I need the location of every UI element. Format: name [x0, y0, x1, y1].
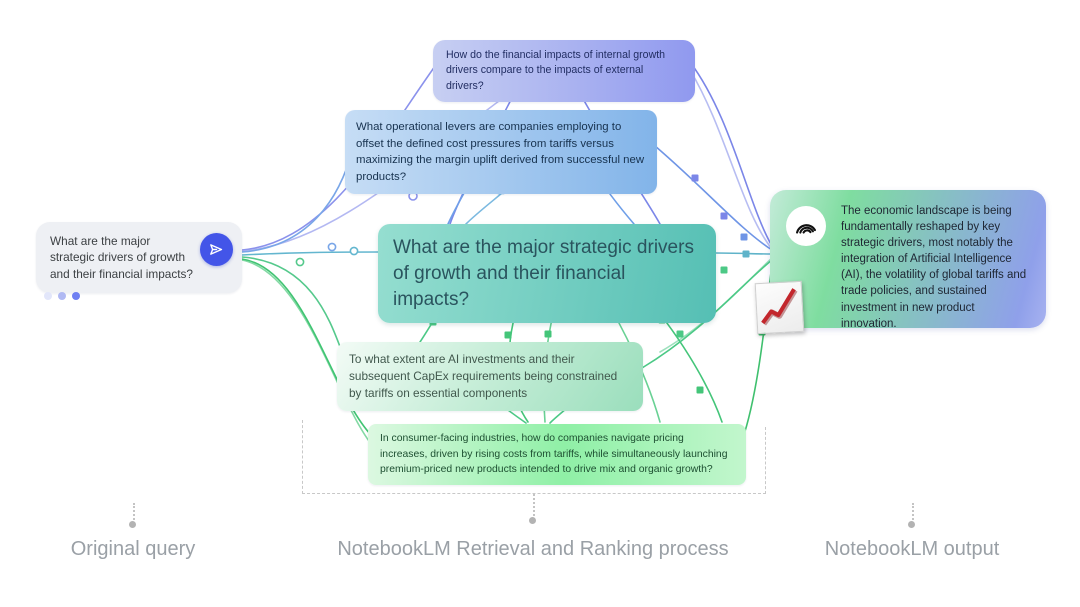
typing-dot: [44, 292, 52, 300]
caption-original-query: Original query: [70, 538, 196, 560]
original-query-text: What are the major strategic drivers of growth and their financial impacts?: [50, 234, 193, 281]
caption-dot-center: [529, 517, 536, 524]
process-bracket-left: [302, 420, 303, 494]
process-bracket-right: [765, 427, 766, 494]
notebooklm-logo-icon: [786, 206, 826, 246]
subquery-text: To what extent are AI investments and their subsequent CapEx requirements being constrained by tariffs on essential components: [349, 352, 618, 401]
subquery-text: In consumer-facing industries, how do companies navigate pricing increases, driven by rising costs from tariffs, while simultaneously launching premium-priced new products intended to drive mix and organic growth?: [380, 433, 728, 476]
original-query-bubble: [36, 222, 242, 293]
main-query-text: What are the major strategic drivers of growth and their financial impacts?: [393, 237, 694, 310]
subquery-bubble-top: [433, 40, 695, 102]
output-text: The economic landscape is being fundamentally reshaped by key strategic drivers, most notably the integration of Artificial Intelligence (AI), the volatility of global tariffs and trade policies, and sustained investment in new product innovation.: [841, 205, 1027, 330]
caption-process: NotebookLM Retrieval and Ranking process: [337, 538, 729, 560]
subquery-text: What operational levers are companies employing to offset the defined cost pressures from tariffs versus maximizing the margin uplift derived from successful new products?: [356, 121, 645, 183]
typing-dot: [58, 292, 66, 300]
caption-connector-center: [533, 494, 535, 516]
output-card: [770, 190, 1046, 328]
main-query-bubble: [378, 224, 716, 323]
subquery-text: How do the financial impacts of internal growth drivers compare to the impacts of external drivers?: [446, 49, 666, 92]
subquery-bubble-upper: [345, 110, 657, 194]
caption-connector-left: [133, 503, 135, 520]
caption-dot-left: [129, 521, 136, 528]
line-chart-icon: [755, 281, 805, 334]
subquery-bubble-lower: [337, 342, 643, 411]
subquery-bubble-bottom: [368, 424, 746, 485]
typing-dot: [72, 292, 80, 300]
caption-output: NotebookLM output: [824, 538, 1000, 560]
send-icon: [208, 241, 225, 258]
typing-indicator-dots: [44, 292, 80, 300]
send-button[interactable]: [200, 233, 233, 266]
caption-dot-right: [908, 521, 915, 528]
caption-connector-right: [912, 503, 914, 520]
